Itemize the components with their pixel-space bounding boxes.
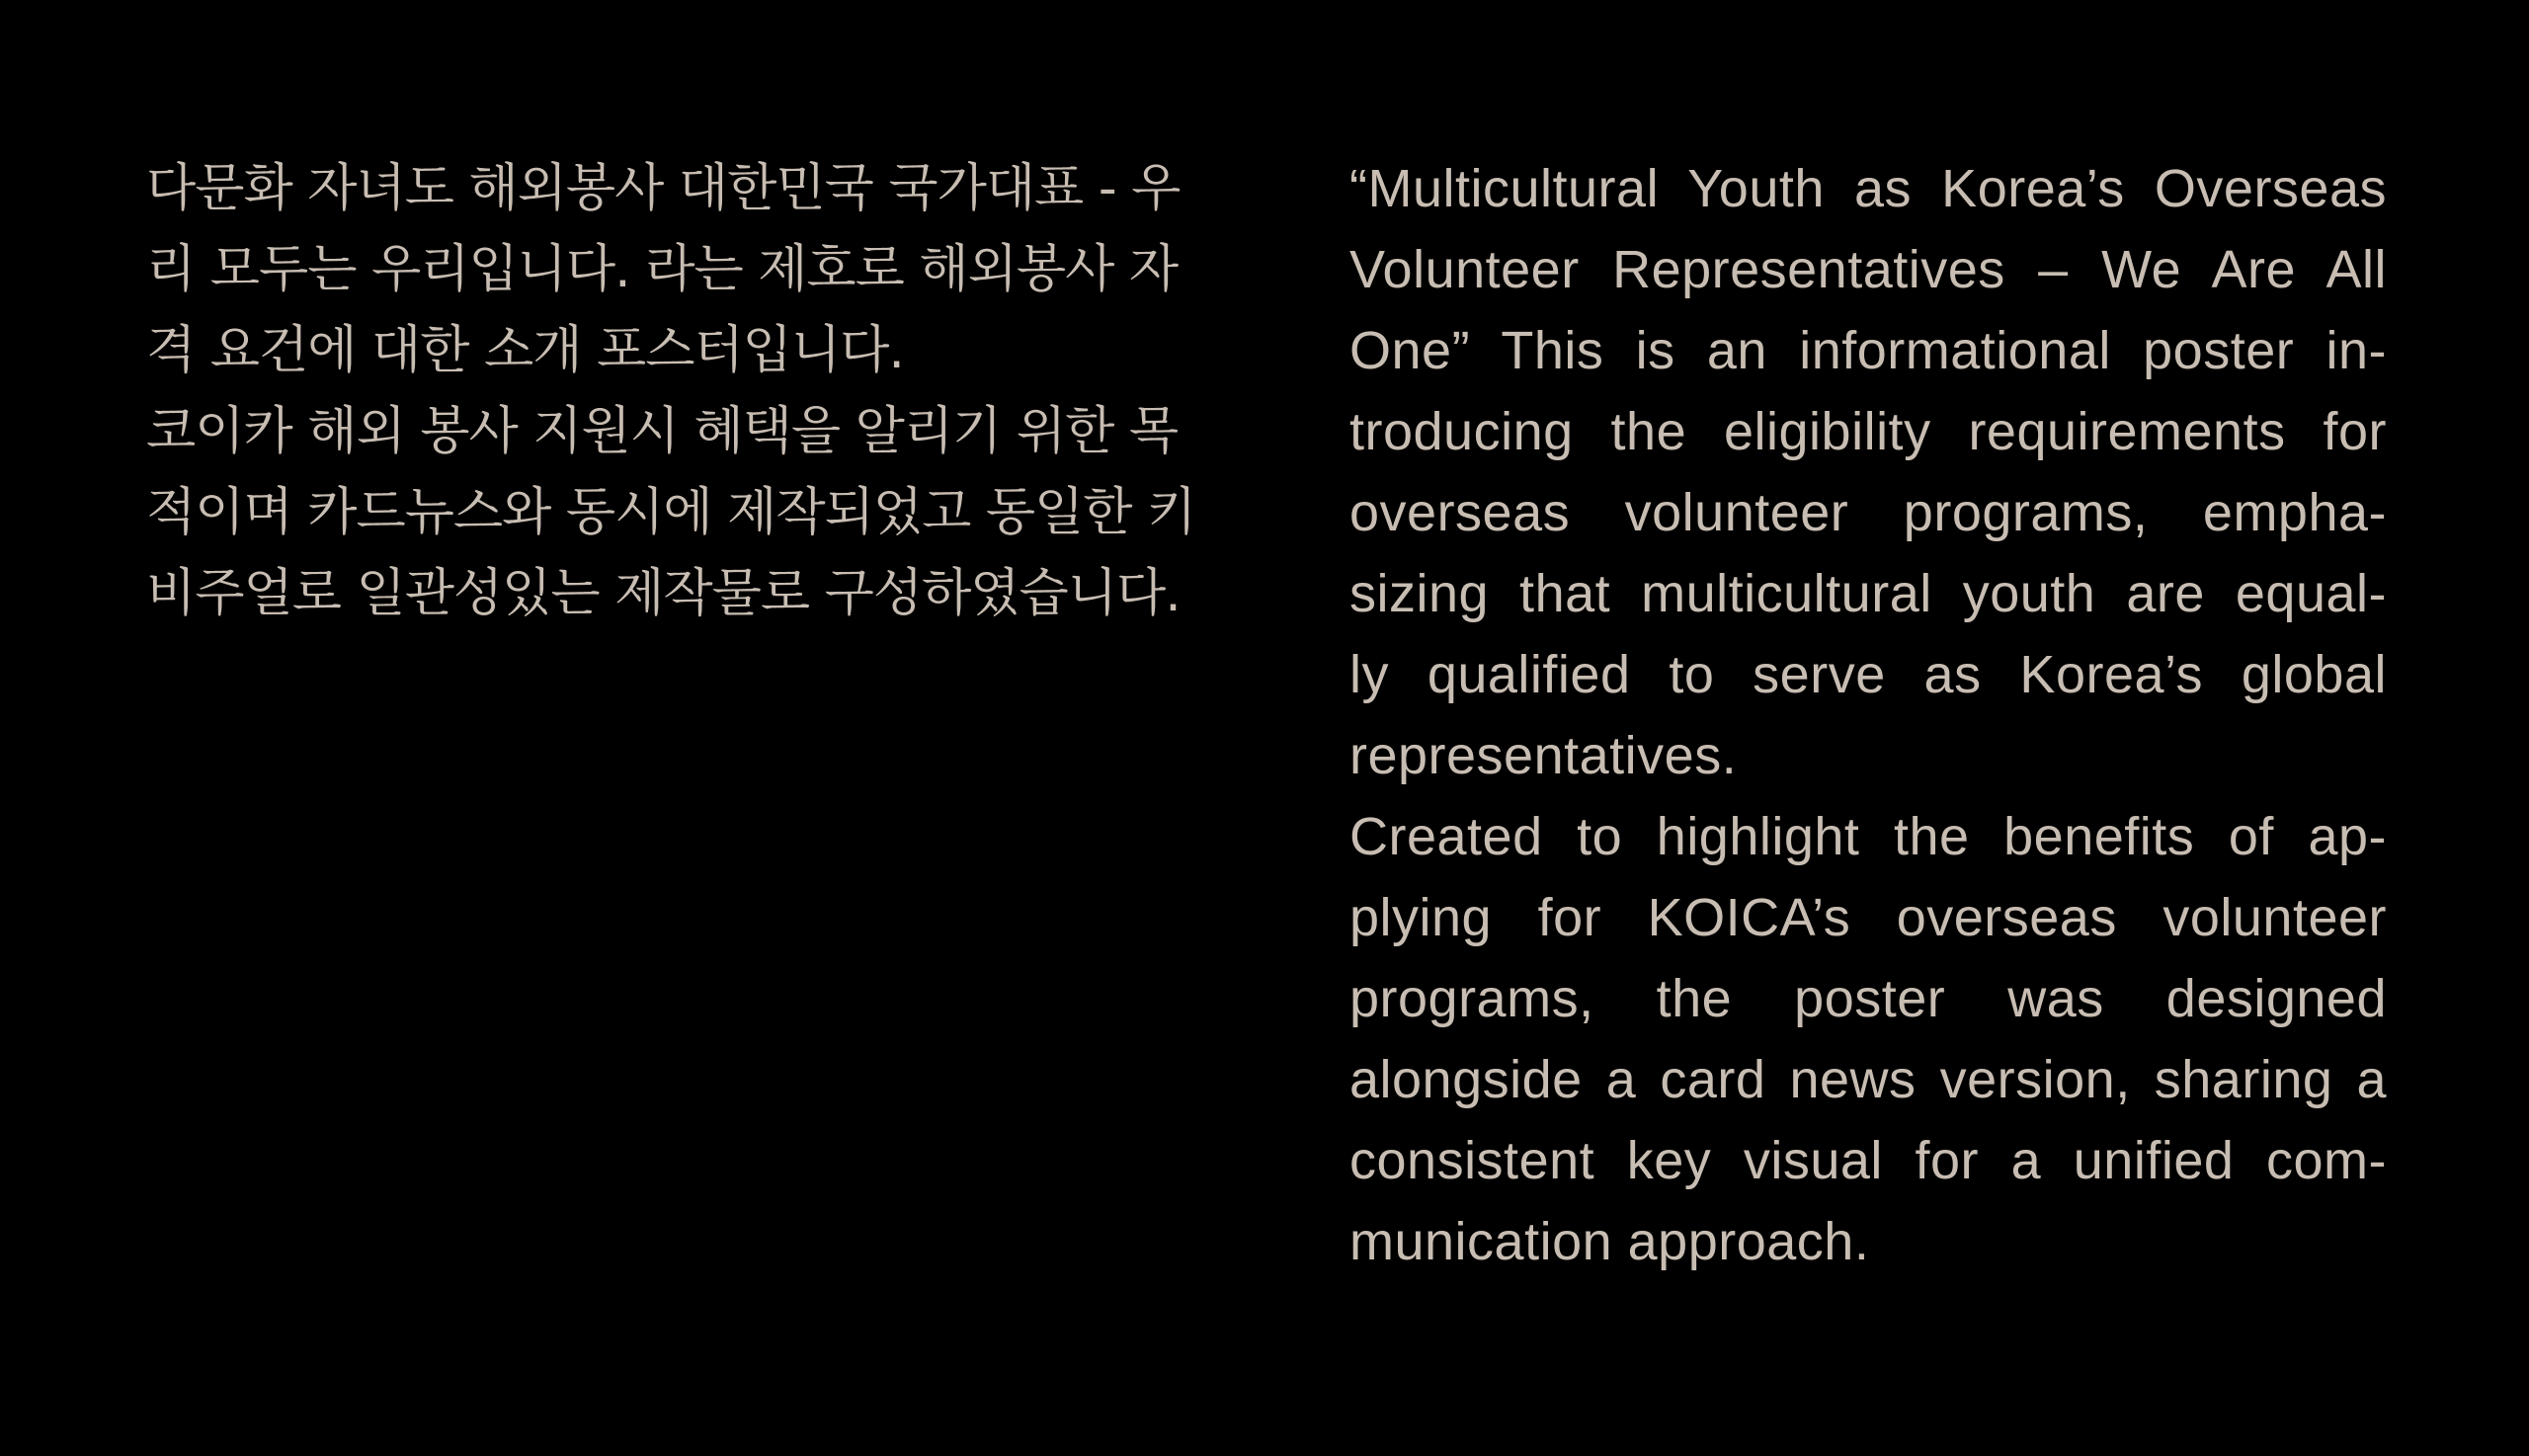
english-line: ly qualified to serve as Korea’s global <box>1349 645 2387 704</box>
english-line: troducing the eligibility requirements for <box>1349 402 2387 461</box>
english-line: programs, the poster was designed <box>1349 969 2387 1028</box>
english-line: alongside a card news version, sharing a <box>1349 1050 2387 1109</box>
korean-line: 격 요건에 대한 소개 포스터입니다. <box>146 321 904 380</box>
english-line: “Multicultural Youth as Korea’s Overseas <box>1349 159 2387 218</box>
english-line: Created to highlight the benefits of ap- <box>1349 807 2387 866</box>
korean-description <box>146 148 1196 634</box>
english-line: overseas volunteer programs, empha- <box>1349 483 2387 542</box>
korean-line: 코이카 해외 봉사 지원시 혜택을 알리기 위한 목 <box>146 402 1179 461</box>
english-line: munication approach. <box>1349 1212 1870 1271</box>
korean-line: 다문화 자녀도 해외봉사 대한민국 국가대표 - 우 <box>146 159 1181 218</box>
english-line: consistent key visual for a unified com- <box>1349 1131 2387 1190</box>
english-description <box>1349 148 2387 1282</box>
korean-line: 적이며 카드뉴스와 동시에 제작되었고 동일한 키 <box>146 483 1196 542</box>
english-line: Volunteer Representatives – We Are All <box>1349 240 2387 299</box>
english-line: sizing that multicultural youth are equal- <box>1349 564 2387 623</box>
english-line: representatives. <box>1349 726 1738 785</box>
english-line: One” This is an informational poster in- <box>1349 321 2387 380</box>
english-line: plying for KOICA’s overseas volunteer <box>1349 888 2387 947</box>
korean-line: 비주얼로 일관성있는 제작물로 구성하였습니다. <box>146 564 1181 623</box>
korean-line: 리 모두는 우리입니다. 라는 제호로 해외봉사 자 <box>146 240 1179 299</box>
